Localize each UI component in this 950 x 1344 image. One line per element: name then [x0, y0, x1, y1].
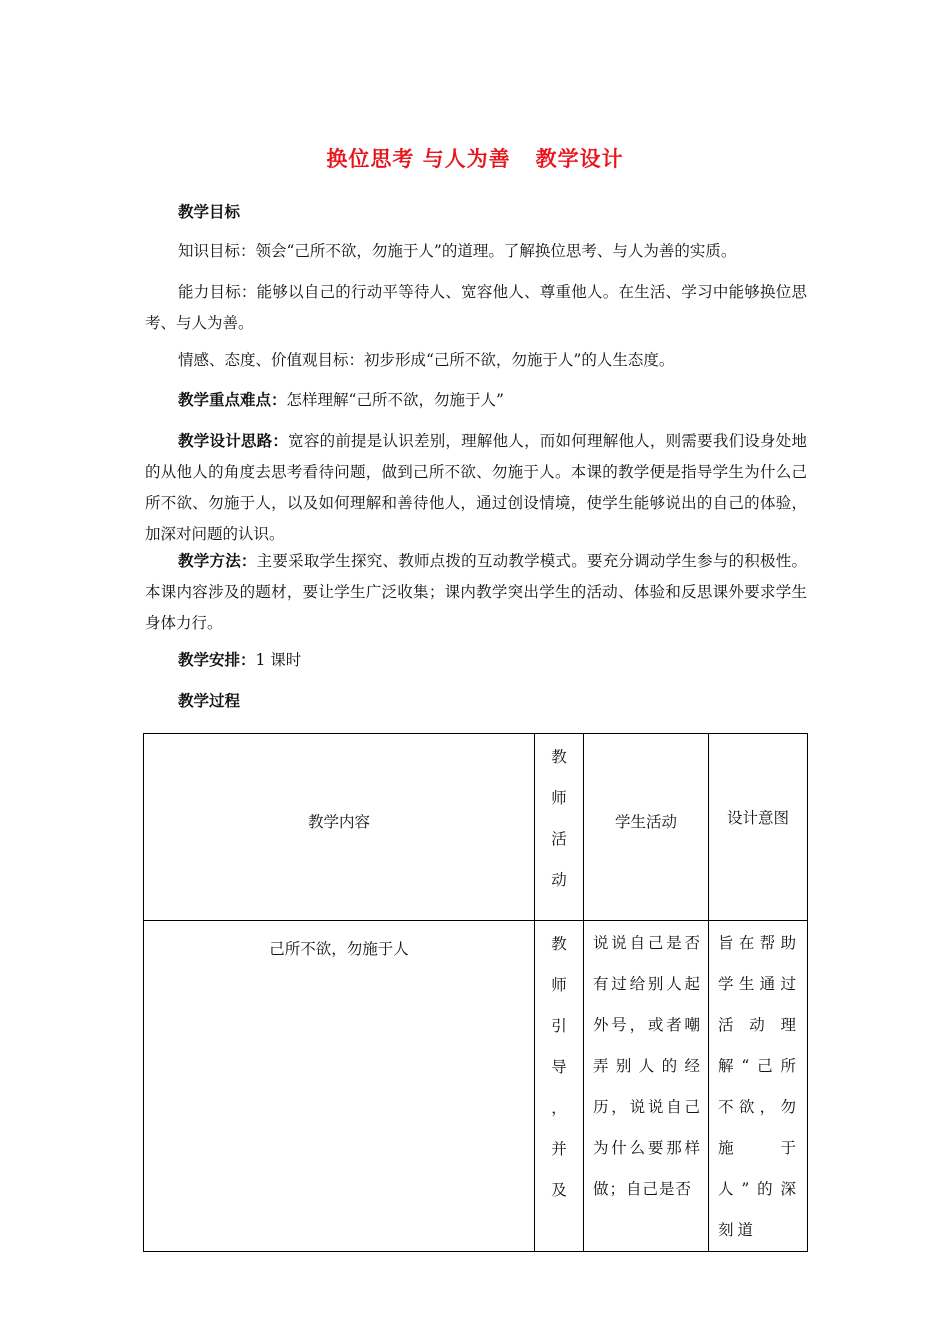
header-content-cell — [144, 734, 535, 921]
method-text: 主要采取学生探究、教师点拨的互动教学模式。要充分调动学生参与的积极性。本课内容涉及的题材，要让学生广泛收集；课内教学突出学生的活动、体验和反思课外要求学生身体力行。 — [145, 552, 807, 632]
row1-content-cell — [144, 921, 535, 1252]
page-title: 换位思考 与人为善 教学设计 — [326, 147, 624, 171]
design-label: 教学设计思路： — [178, 432, 289, 450]
goals-heading-text: 教学目标 — [178, 203, 241, 221]
row1-student-cell — [584, 921, 709, 1252]
design-paragraph — [145, 426, 807, 550]
keypoint-text: 怎样理解“己所不欲，勿施于人” — [286, 391, 504, 409]
row1-student: 说说自己是否有过给别人起外号，或者嘲弄别人的经历，说说自己为什么要那样做；自己是否 — [593, 934, 701, 1198]
row1-teacher: 教 师 引 导 ， 并 及 — [551, 935, 567, 1199]
header-teacher-cell — [535, 734, 584, 921]
method-label: 教学方法： — [178, 552, 257, 570]
table-row — [144, 921, 808, 1252]
schedule-paragraph — [145, 645, 807, 676]
header-intent: 设计意图 — [726, 809, 789, 827]
method-paragraph — [145, 546, 807, 639]
row1-intent: 旨在帮助学生通过活动理解“己所不欲，勿施于人”的深刻道 — [718, 934, 800, 1239]
design-text: 宽容的前提是认识差别，理解他人，而如何理解他人，则需要我们设身处地的从他人的角度去思考看待问题，做到己所不欲、勿施于人。本课的教学便是指导学生为什么己所不欲、勿施于人，以及如何理解和善待他人，通过创设情境，使学生能够说出的自己的体验，加深对问题的认识。 — [145, 432, 807, 543]
row1-intent-cell — [709, 921, 808, 1252]
knowledge-goal: 知识目标：领会“己所不欲，勿施于人”的道理。了解换位思考、与人为善的实质。 — [178, 242, 737, 260]
keypoint-label: 教学重点难点： — [178, 391, 287, 409]
teaching-process-table — [143, 733, 808, 1252]
emotion-goal: 情感、态度、价值观目标：初步形成“己所不欲，勿施于人”的人生态度。 — [178, 351, 675, 369]
schedule-label: 教学安排： — [178, 651, 256, 669]
row1-teacher-cell — [535, 921, 584, 1252]
process-heading — [145, 686, 807, 717]
header-intent-cell — [709, 734, 808, 921]
header-content: 教学内容 — [307, 813, 370, 831]
keypoint-paragraph — [145, 385, 807, 416]
ability-goal: 能力目标：能够以自己的行动平等待人、宽容他人、尊重他人。在生活、学习中能够换位思考、与人为善。 — [145, 283, 807, 332]
header-teacher: 教 师 活 动 — [551, 748, 567, 889]
process-heading-text: 教学过程 — [178, 692, 241, 710]
header-student-cell — [584, 734, 709, 921]
header-student: 学生活动 — [614, 813, 677, 831]
schedule-text: 1 课时 — [255, 651, 302, 669]
table-header-row — [144, 734, 808, 921]
goals-heading — [145, 197, 807, 228]
row1-content: 己所不欲，勿施于人 — [269, 940, 409, 958]
